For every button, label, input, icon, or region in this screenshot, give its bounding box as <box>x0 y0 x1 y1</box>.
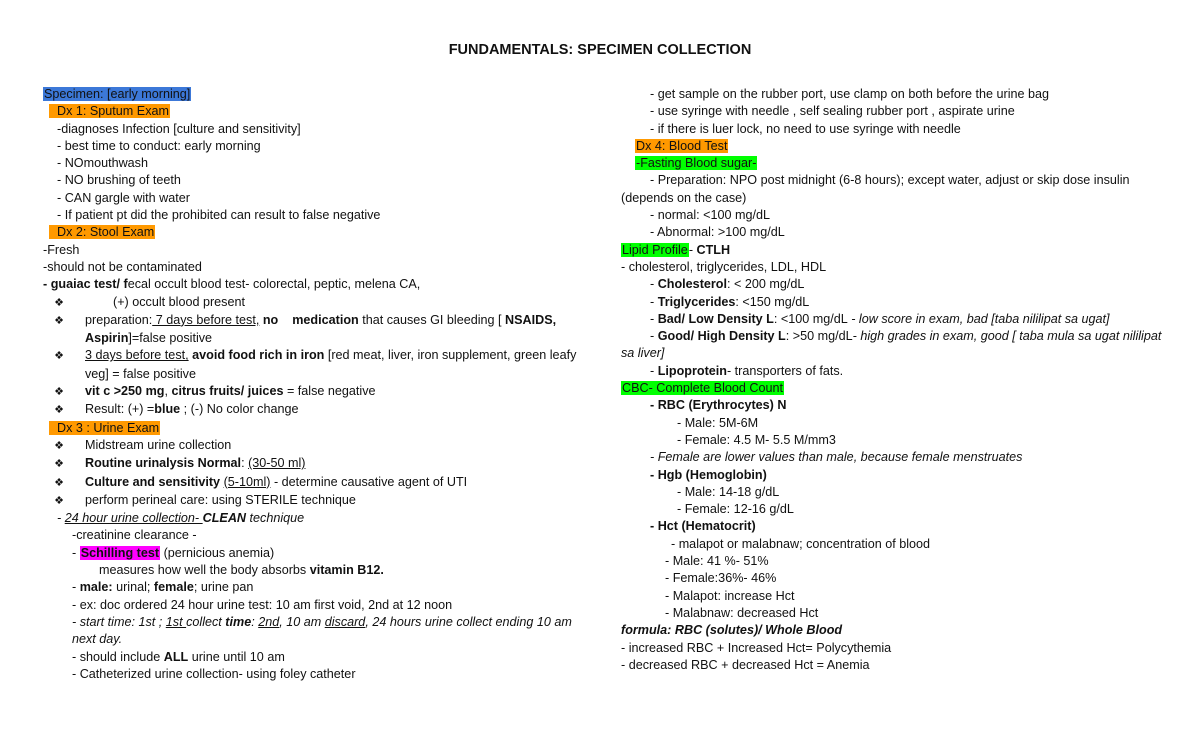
fbs-heading: -Fasting Blood sugar- <box>636 156 757 171</box>
diamond-bullet-icon: ❖ <box>54 404 64 417</box>
list-item: ❖ perform perineal care: using STERILE technique <box>43 492 591 510</box>
dx1-heading: Dx 1: Sputum Exam <box>49 104 170 118</box>
lipoprotein: - Lipoprotein- transporters of fats. <box>650 363 844 378</box>
right-column <box>621 86 1169 674</box>
rbc: - RBC (Erythrocytes) N <box>650 398 787 413</box>
start-time: - start time: 1st ; 1st collect time: 2nd, 10 am discard, 24 hours urine collect ending 10 am next day. <box>72 614 572 647</box>
list-item: - get sample on the rubber port, use clamp on both before the urine bag <box>650 87 1050 101</box>
list-item: - use syringe with needle , self sealing rubber port , aspirate urine <box>650 104 1015 119</box>
fbs-normal: - normal: <100 mg/dL <box>650 208 771 223</box>
hct-male: - Male: 41 %- 51% <box>665 554 769 569</box>
should-include: - should include ALL urine until 10 am <box>72 649 285 664</box>
hgb: - Hgb (Hemoglobin) <box>650 467 767 482</box>
list-item: ❖ Result: (+) =blue ; (-) No color change <box>43 401 591 419</box>
polycythemia: - increased RBC + Increased Hct= Polycythemia <box>621 640 892 655</box>
diamond-bullet-icon: ❖ <box>54 386 64 399</box>
urine-24h: - 24 hour urine collection- CLEAN technique <box>57 511 305 526</box>
page-title: FUNDAMENTALS: SPECIMEN COLLECTION <box>448 42 752 58</box>
formula: formula: RBC (solutes)/ Whole Blood <box>621 623 843 638</box>
dx1-line: - NOmouthwash <box>57 156 148 171</box>
dx1-line: - CAN gargle with water <box>57 190 190 205</box>
rbc-male: - Male: 5M-6M <box>677 415 759 430</box>
dx3-heading: Dx 3 : Urine Exam <box>49 421 160 435</box>
dx1-line: - best time to conduct: early morning <box>57 138 261 153</box>
diamond-bullet-icon: ❖ <box>54 439 64 452</box>
hct-malapot: - Malapot: increase Hct <box>665 588 795 603</box>
hdl: - Good/ High Density L: >50 mg/dL- high grades in exam, good [ taba mula sa ugat nililipat sa liver] <box>621 329 1162 361</box>
male-female: - male: urinal; female; urine pan <box>72 580 254 595</box>
example: - ex: doc ordered 24 hour urine test: 10 am first void, 2nd at 12 noon <box>72 597 453 612</box>
fbs-abnormal: - Abnormal: >100 mg/dL <box>650 225 785 240</box>
catheterized: - Catheterized urine collection- using foley catheter <box>72 666 356 681</box>
hgb-female: - Female: 12-16 g/dL <box>677 502 794 517</box>
hgb-male: - Male: 14-18 g/dL <box>677 484 780 499</box>
diamond-bullet-icon: ❖ <box>54 476 64 489</box>
lipid-heading: Lipid Profile- CTLH <box>622 242 731 257</box>
list-item: ❖ vit c >250 mg, citrus fruits/ juices = false negative <box>43 383 591 401</box>
fbs-prep: - Preparation: NPO post midnight (6-8 hours); except water, adjust or skip dose insulin (depends on the case) <box>621 173 1130 205</box>
creatinine: -creatinine clearance - <box>72 528 197 543</box>
triglycerides: - Triglycerides: <150 mg/dL <box>650 294 810 309</box>
specimen-label: Specimen: [early morning] <box>44 87 191 101</box>
left-column <box>43 86 591 683</box>
rbc-female: - Female: 4.5 M- 5.5 M/mm3 <box>677 432 836 447</box>
dx1-line: - NO brushing of teeth <box>57 173 181 188</box>
dx1-line: -diagnoses Infection [culture and sensitivity] <box>57 121 301 136</box>
hct: - Hct (Hematocrit) <box>650 519 756 534</box>
list-item: ❖ Culture and sensitivity (5-10ml) - determine causative agent of UTI <box>43 474 591 492</box>
diamond-bullet-icon: ❖ <box>54 314 64 327</box>
list-item: ❖ preparation: 7 days before test, no medication that causes GI bleeding [ NSAIDS, Aspirin]=false positive <box>54 312 557 346</box>
list-item: ❖ Routine urinalysis Normal: (30-50 ml) <box>43 455 591 473</box>
diamond-bullet-icon: ❖ <box>54 350 64 363</box>
ldl: - Bad/ Low Density L: <100 mg/dL - low score in exam, bad [taba nililipat sa ugat] <box>650 311 1110 326</box>
dx2-fresh: -Fresh <box>43 242 80 257</box>
measures: measures how well the body absorbs vitamin B12. <box>99 563 384 578</box>
hct-malabnaw: - Malabnaw: decreased Hct <box>665 605 819 620</box>
dx1-line: - If patient pt did the prohibited can result to false negative <box>57 208 381 223</box>
anemia: - decreased RBC + decreased Hct = Anemia <box>621 657 870 672</box>
dx4-heading: Dx 4: Blood Test <box>636 138 728 153</box>
list-item: - if there is luer lock, no need to use syringe with needle <box>650 121 961 136</box>
diamond-bullet-icon: ❖ <box>54 494 64 507</box>
list-item: ❖ 3 days before test, avoid food rich in iron [red meat, liver, iron supplement, green leafy veg] = false positive <box>54 348 577 381</box>
list-item: ❖ Midstream urine collection <box>43 437 591 455</box>
cbc-heading: CBC- Complete Blood Count <box>622 381 783 396</box>
lipid-list: - cholesterol, triglycerides, LDL, HDL <box>621 259 827 274</box>
list-item: ❖ (+) occult blood present <box>43 294 591 312</box>
female-lower: - Female are lower values than male, because female menstruates <box>650 450 1023 465</box>
dx2-guaiac: - guaiac test/ fecal occult blood test- colorectal, peptic, melena CA, <box>43 277 421 292</box>
diamond-bullet-icon: ❖ <box>54 458 64 471</box>
hct-female: - Female:36%- 46% <box>665 571 777 586</box>
dx2-heading: Dx 2: Stool Exam <box>49 225 155 239</box>
schilling: - Schilling test (pernicious anemia) <box>72 545 275 560</box>
cholesterol: - Cholesterol: < 200 mg/dL <box>650 277 805 292</box>
diamond-bullet-icon: ❖ <box>54 296 64 309</box>
hct-def: - malapot or malabnaw; concentration of blood <box>671 536 931 551</box>
dx2-contaminated: -should not be contaminated <box>43 259 202 274</box>
